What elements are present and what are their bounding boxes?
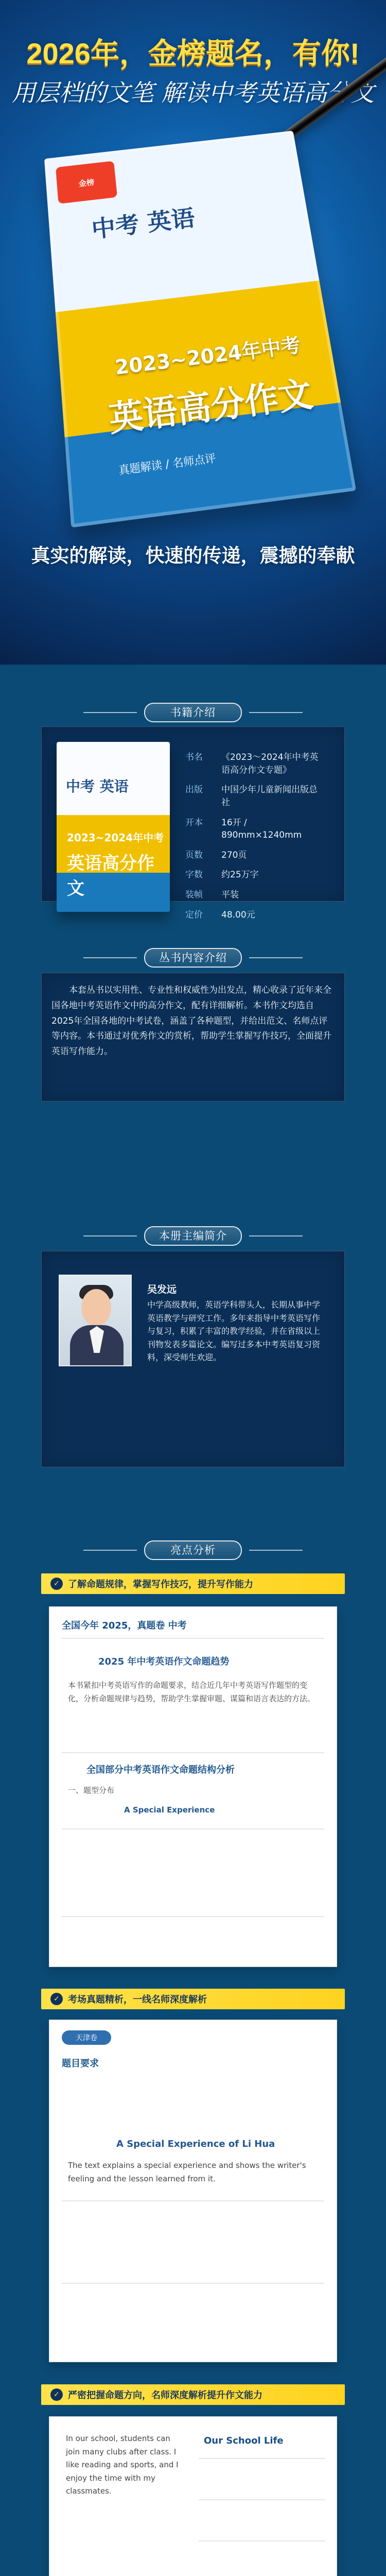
author-photo bbox=[59, 1275, 132, 1366]
book-info-item bbox=[185, 817, 324, 842]
sample-sheet-2 bbox=[49, 2020, 337, 2362]
sheet-heading: Our School Life bbox=[204, 2435, 284, 2446]
info-key: 装帧 bbox=[185, 890, 203, 901]
hero-title: 2026年，金榜题名，有你! bbox=[26, 37, 360, 70]
book-info-item bbox=[185, 869, 324, 882]
book-info-cover-range: 2023~2024年中考 bbox=[67, 832, 164, 844]
sheet-heading: 全国部分中考英语作文命题结构分析 bbox=[86, 1765, 235, 1775]
author-text: 中学高级教师，英语学科带头人，长期从事中学英语教学与研究工作。多年来指导中考英语写作与复习，积累了丰富的教学经验，并在省级以上刊物发表多篇论文。编写过多本中考英语复习资料，深受师生欢迎。 bbox=[147, 1300, 321, 1363]
book-info-item bbox=[185, 889, 324, 902]
highlight-banner-3: ✓ 严密把握命题方向，名师深度解析提升作文能力 bbox=[41, 2384, 345, 2405]
sample-sheet-3 bbox=[49, 2416, 337, 2576]
hero-banner bbox=[0, 0, 386, 665]
info-key: 出版 bbox=[185, 785, 203, 795]
sheet-heading: 2025 年中考英语作文命题趋势 bbox=[98, 1656, 230, 1667]
check-icon: ✓ bbox=[50, 2388, 63, 2401]
info-value: 约25万字 bbox=[221, 870, 259, 880]
check-icon: ✓ bbox=[50, 1578, 63, 1590]
sheet-heading: 题目要求 bbox=[62, 2058, 99, 2069]
info-key: 书名 bbox=[185, 752, 203, 762]
book-info-item bbox=[185, 751, 324, 776]
sheet-text: A Special Experience bbox=[124, 1805, 215, 1815]
intro-title: 丛书内容介绍 bbox=[144, 948, 242, 968]
cover-series: 中考 英语 bbox=[90, 205, 197, 243]
book-info-item bbox=[185, 849, 324, 862]
book-info-cover bbox=[57, 742, 170, 912]
highlights-section bbox=[0, 1540, 386, 2576]
book-info-cover-series: 中考 英语 bbox=[66, 778, 129, 795]
info-value: 16开 / 890mm×1240mm bbox=[221, 817, 302, 841]
info-value: 平装 bbox=[221, 890, 239, 901]
book-info-item bbox=[185, 909, 324, 922]
info-value: 48.00元 bbox=[221, 909, 255, 920]
sample-pill: 天津卷 bbox=[62, 2030, 111, 2045]
hero-subtitle: 用层档的文笔 解读中考英语高分文 bbox=[11, 79, 375, 107]
book-cover bbox=[44, 131, 356, 528]
sheet-heading: A Special Experience of Li Hua bbox=[116, 2139, 275, 2149]
check-icon: ✓ bbox=[50, 1993, 63, 2005]
info-key: 定价 bbox=[185, 909, 203, 920]
book-info-cover-title: 英语高分作文 bbox=[67, 853, 154, 899]
author-title: 本册主编简介 bbox=[144, 1226, 242, 1246]
author-name: 吴发远 bbox=[147, 1284, 177, 1295]
book-info-list bbox=[185, 751, 324, 928]
book-info-item bbox=[185, 784, 324, 809]
intro-text: 本套丛书以实用性、专业性和权威性为出发点，精心收录了近年来全国各地中考英语作文中的高分作文，配有详细解析。本书作文均选自2025年全国各地的中考试卷，涵盖了各种题型，并给出范文、名师点评等内容。本书通过对优秀作文的赏析，帮助学生掌握写作技巧，全面提升英语写作能力。 bbox=[51, 985, 331, 1057]
cover-logo: 金榜 bbox=[56, 161, 117, 204]
sheet-text: The text explains a special experience and shows the writer's feeling and the lesson learned from it. bbox=[68, 2161, 306, 2183]
info-key: 页数 bbox=[185, 850, 203, 860]
hero-slogan: 真实的解读，快速的传递，震撼的奉献 bbox=[31, 545, 355, 567]
cover-foot: 真题解读 / 名师点评 bbox=[118, 451, 217, 477]
cover-range: 2023~2024年中考 bbox=[114, 333, 303, 380]
cover-main-title: 英语高分作文 bbox=[107, 375, 315, 440]
info-value: 《2023～2024年中考英语高分作文专题》 bbox=[221, 752, 319, 775]
info-key: 开本 bbox=[185, 817, 203, 828]
info-value: 270页 bbox=[221, 850, 247, 860]
highlight-banner-1: ✓ 了解命题规律，掌握写作技巧，提升写作能力 bbox=[41, 1573, 345, 1594]
info-key: 字数 bbox=[185, 870, 203, 880]
sheet-heading: 全国今年 2025，真题卷 中考 bbox=[62, 1620, 187, 1631]
highlight-banner-2: ✓ 考场真题精析，一线名师深度解析 bbox=[41, 1989, 345, 2009]
highlights-title: 亮点分析 bbox=[144, 1540, 242, 1560]
info-value: 中国少年儿童新闻出版总社 bbox=[221, 785, 318, 808]
sheet-text: 本书紧扣中考英语写作的命题要求，结合近几年中考英语写作题型的变化，分析命题规律与趋势，帮助学生掌握审题、谋篇和语言表达的方法。 bbox=[68, 1681, 315, 1703]
sheet-text: In our school, students can join many clubs after class. I like reading and sports, and I enjoy the time with my classmates. bbox=[66, 2434, 179, 2496]
book-info-title: 书籍介绍 bbox=[144, 703, 242, 722]
sample-sheet-1 bbox=[49, 1606, 337, 1967]
sheet-text: 一、题型分布 bbox=[68, 1786, 115, 1795]
